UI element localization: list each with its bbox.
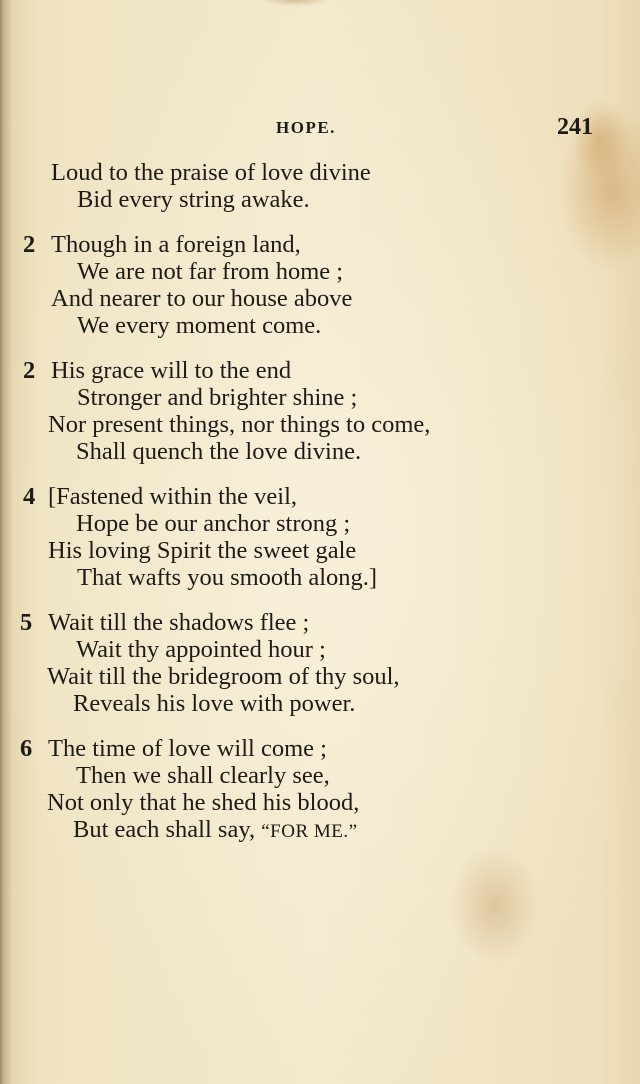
verse-number: 2	[23, 231, 36, 258]
paper-stain	[250, 0, 340, 10]
verse-number: 6	[20, 735, 33, 762]
verse-final-line	[73, 816, 358, 843]
verse-line: That wafts you smooth along.]	[77, 564, 378, 591]
verse-line: Reveals his love with power.	[73, 690, 356, 717]
page-binding-edge	[0, 0, 12, 1084]
page-number: 241	[557, 114, 593, 140]
emphasis-text: “FOR ME.”	[261, 821, 358, 842]
verse-line: Nor present things, nor things to come,	[48, 411, 431, 438]
verse-number: 4	[23, 483, 36, 510]
verse-line: Wait till the bridegroom of thy soul,	[47, 663, 400, 690]
verse-line: Hope be our anchor strong ;	[76, 510, 351, 537]
verse-line: Wait till the shadows flee ;	[48, 609, 310, 636]
verse-number: 2	[23, 357, 36, 384]
verse-line: [Fastened within the veil,	[48, 483, 298, 510]
continuation-line: Bid every string awake.	[77, 186, 310, 213]
verse-line: Stronger and brighter shine ;	[77, 384, 358, 411]
verse-line: We every moment come.	[77, 312, 322, 339]
verse-line: His loving Spirit the sweet gale	[48, 537, 357, 564]
running-title: HOPE.	[276, 118, 336, 137]
verse-number: 5	[20, 609, 33, 636]
verse-line: And nearer to our house above	[51, 285, 353, 312]
verse-line: Wait thy appointed hour ;	[76, 636, 326, 663]
continuation-line: Loud to the praise of love divine	[51, 159, 371, 186]
verse-line: Then we shall clearly see,	[76, 762, 330, 789]
verse-line: His grace will to the end	[51, 357, 292, 384]
verse-line: Though in a foreign land,	[51, 231, 301, 258]
verse-line: We are not far from home ;	[77, 258, 344, 285]
page-header	[0, 116, 640, 146]
verse-line-text: But each shall say,	[73, 816, 262, 843]
verse-line: Not only that he shed his blood,	[47, 789, 360, 816]
verse-line: Shall quench the love divine.	[76, 438, 362, 465]
verse-line: The time of love will come ;	[48, 735, 327, 762]
